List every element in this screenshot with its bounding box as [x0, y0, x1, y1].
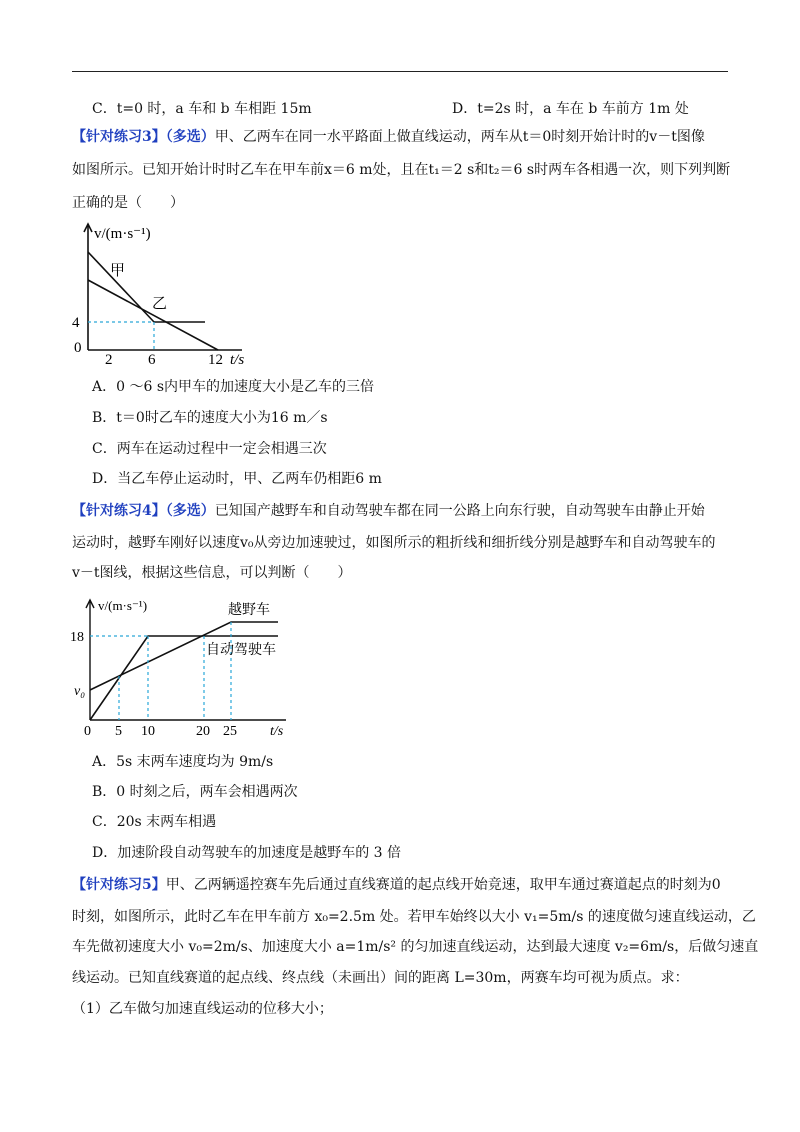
ex4-option-b: B．0 时刻之后，两车会相遇两次	[92, 784, 298, 800]
ex3-graph	[70, 218, 270, 368]
ex4-v0: v₀	[74, 684, 86, 699]
ex4-option-c: C．20s 末两车相遇	[92, 814, 217, 830]
ex3-option-c: C．两车在运动过程中一定会相遇三次	[92, 441, 327, 457]
ex5-tag: 【针对练习5】	[72, 877, 166, 893]
ex4-ytick-18: 18	[70, 630, 84, 645]
ex4-graph	[70, 592, 300, 742]
ex4-option-d: D．加速阶段自动驾驶车的加速度是越野车的 3 倍	[92, 845, 402, 861]
q2-option-c-text: C．t=0 时，a 车和 b 车相距 15m	[92, 101, 312, 117]
ex4-xtick-20: 20	[196, 724, 210, 739]
ex4-xtick-5: 5	[115, 724, 122, 739]
ex4-label-offroad: 越野车	[228, 603, 270, 618]
ex5-line3: 车先做初速度大小 v₀=2m/s、加速度大小 a=1m/s² 的匀加速直线运动，达到最大速度 v₂=6m/s，后做匀速直	[72, 939, 759, 955]
ex5-line2: 时刻，如图所示，此时乙车在甲车前方 x₀=2.5m 处。若甲车始终以大小 v₁=5m/s 的速度做匀速直线运动，乙	[72, 909, 756, 925]
ex4-ylabel: v/(m·s⁻¹)	[98, 598, 148, 613]
ex3-label-jia: 甲	[110, 263, 126, 279]
ex3-option-a: A．0 ～6 s内甲车的加速度大小是乙车的三倍	[92, 379, 375, 395]
ex3-ylabel: v/(m·s⁻¹)	[94, 226, 151, 242]
ex3-xtick-2: 2	[105, 352, 113, 368]
ex5-line1-text: 甲、乙两辆遥控赛车先后通过直线赛道的起点线开始竞速，取甲车通过赛道起点的时刻为0	[165, 877, 721, 893]
ex4-line3: v－t图线，根据这些信息，可以判断（ ）	[72, 565, 352, 581]
ex3-line1	[72, 127, 732, 147]
ex5-line1	[72, 875, 732, 895]
ex4-xtick-25: 25	[223, 724, 237, 739]
ex4-label-auto: 自动驾驶车	[206, 643, 276, 658]
ex4-line1	[72, 501, 732, 521]
ex3-option-b: B．t＝0时乙车的速度大小为16 m／s	[92, 410, 328, 426]
ex4-line1-text: 已知国产越野车和自动驾驶车都在同一公路上向东行驶，自动驾驶车由静止开始	[214, 503, 705, 519]
ex4-origin: 0	[84, 724, 91, 739]
ex4-tag: 【针对练习4】（多选）	[72, 503, 215, 519]
ex4-xtick-10: 10	[141, 724, 155, 739]
ex3-origin: 0	[74, 340, 82, 356]
ex3-xtick-6: 6	[148, 352, 156, 368]
ex3-line3: 正确的是（ ）	[72, 195, 184, 211]
header-rule	[72, 71, 728, 72]
ex5-line5: （1）乙车做匀加速直线运动的位移大小；	[72, 1001, 333, 1017]
ex3-tag: 【针对练习3】（多选）	[72, 129, 215, 145]
ex3-line2: 如图所示。已知开始计时时乙车在甲车前x＝6 m处，且在t₁＝2 s和t₂＝6 s时两车各相遇一次，则下列判断	[72, 162, 731, 178]
ex3-xlabel: t/s	[230, 352, 245, 368]
q2-option-d: D．t=2s 时，a 车在 b 车前方 1m 处	[452, 101, 689, 117]
ex4-line2: 运动时，越野车刚好以速度v₀从旁边加速驶过，如图所示的粗折线和细折线分别是越野车和自动驾驶车的	[72, 535, 716, 551]
ex3-ytick: 4	[72, 315, 80, 331]
ex5-line4: 线运动。已知直线赛道的起点线、终点线（未画出）间的距离 L=30m，两赛车均可视为质点。求：	[72, 970, 689, 986]
ex3-option-d: D．当乙车停止运动时，甲、乙两车仍相距6 m	[92, 471, 382, 487]
q2-option-c	[92, 99, 752, 119]
ex3-line1-text: 甲、乙两车在同一水平路面上做直线运动，两车从t＝0时刻开始计时的v－t图像	[214, 129, 705, 145]
ex4-option-a: A．5s 末两车速度均为 9m/s	[92, 754, 274, 770]
ex3-xtick-12: 12	[208, 352, 223, 368]
ex3-label-yi: 乙	[152, 296, 168, 312]
ex3-line-yi	[88, 280, 218, 350]
ex4-xlabel: t/s	[270, 724, 284, 739]
